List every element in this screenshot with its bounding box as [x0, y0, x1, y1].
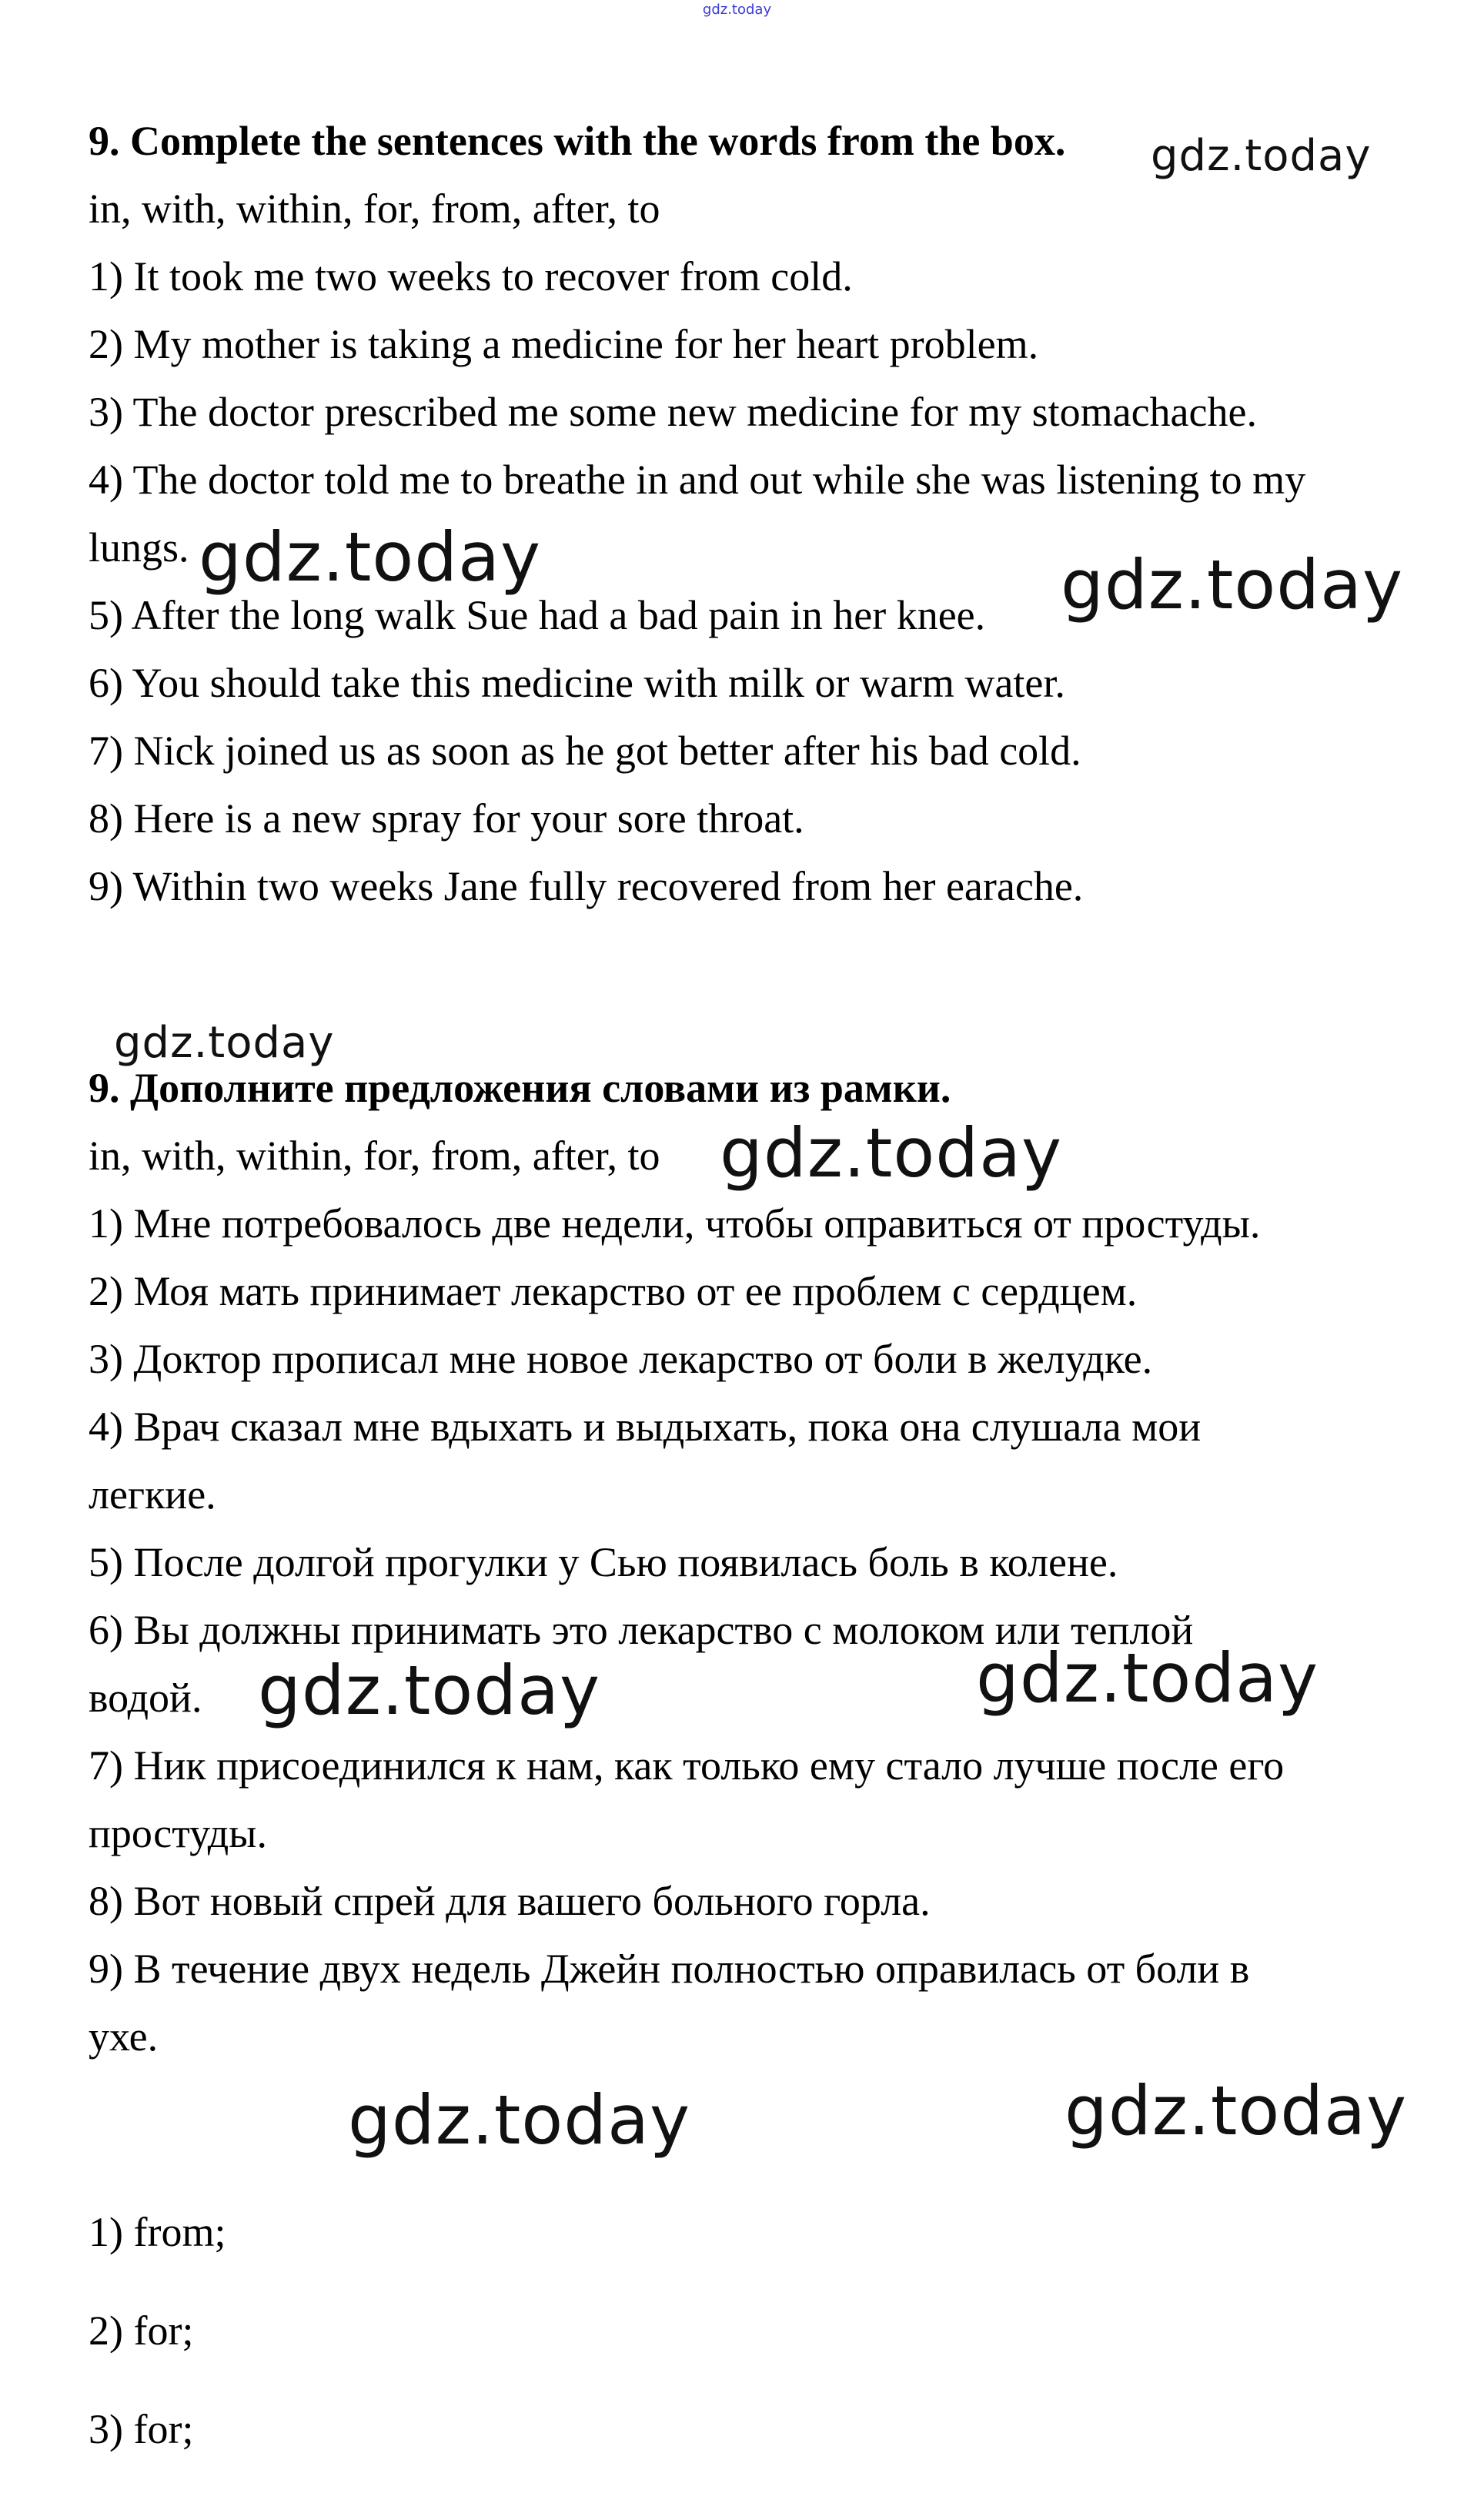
sentence-ru-7: 7) Ник присоединился к нам, как только ему стало лучше после его	[89, 1742, 1285, 1789]
sentence-ru-1: 1) Мне потребовалось две недели, чтобы оправиться от простуды.	[89, 1200, 1261, 1247]
answer-1: 1) from;	[89, 2209, 226, 2255]
watermark: gdz.today	[720, 1113, 1063, 1193]
sentence-en-4-cont: lungs.	[89, 524, 189, 571]
watermark: gdz.today	[348, 2080, 691, 2160]
sentence-ru-6-cont: водой.	[89, 1675, 202, 1721]
sentence-ru-3: 3) Доктор прописал мне новое лекарство от боли в желудке.	[89, 1336, 1153, 1382]
sentence-en-6: 6) You should take this medicine with milk or warm water.	[89, 660, 1065, 706]
word-box-ru: in, with, within, for, from, after, to	[89, 1133, 660, 1179]
sentence-ru-6: 6) Вы должны принимать это лекарство с молоком или теплой	[89, 1607, 1194, 1653]
sentence-ru-2: 2) Моя мать принимает лекарство от ее проблем с сердцем.	[89, 1268, 1138, 1314]
watermark: gdz.today	[1151, 131, 1372, 181]
sentence-en-3: 3) The doctor prescribed me some new medicine for my stomachache.	[89, 389, 1257, 435]
exercise-title-en: 9. Complete the sentences with the words from the box.	[89, 118, 1066, 164]
watermark: gdz.today	[976, 1638, 1319, 1718]
exercise-title-ru: 9. Дополните предложения словами из рамки.	[89, 1065, 951, 1111]
sentence-ru-9-cont: ухе.	[89, 2013, 159, 2060]
sentence-en-1: 1) It took me two weeks to recover from cold.	[89, 253, 853, 300]
sentence-en-2: 2) My mother is taking a medicine for her heart problem.	[89, 321, 1039, 367]
sentence-ru-8: 8) Вот новый спрей для вашего больного горла.	[89, 1878, 931, 1924]
watermark: gdz.today	[199, 517, 542, 597]
sentence-ru-9: 9) В течение двух недель Джейн полностью оправилась от боли в	[89, 1946, 1250, 1992]
answer-3: 3) for;	[89, 2406, 194, 2452]
sentence-en-8: 8) Here is a new spray for your sore throat.	[89, 795, 804, 842]
watermark: gdz.today	[114, 1018, 335, 1068]
sentence-ru-7-cont: простуды.	[89, 1810, 267, 1856]
site-mark: gdz.today	[702, 2, 772, 18]
answer-2: 2) for;	[89, 2307, 194, 2354]
sentence-en-4: 4) The doctor told me to breathe in and out while she was listening to my	[89, 457, 1306, 503]
word-box-en: in, with, within, for, from, after, to	[89, 186, 660, 232]
sentence-ru-5: 5) После долгой прогулки у Сью появилась боль в колене.	[89, 1539, 1118, 1585]
sentence-ru-4-cont: легкие.	[89, 1471, 216, 1518]
watermark: gdz.today	[258, 1651, 601, 1730]
sentence-en-9: 9) Within two weeks Jane fully recovered from her earache.	[89, 863, 1084, 909]
sentence-en-5: 5) After the long walk Sue had a bad pain in her knee.	[89, 592, 986, 638]
sentence-ru-4: 4) Врач сказал мне вдыхать и выдыхать, пока она слушала мои	[89, 1404, 1202, 1450]
sentence-en-7: 7) Nick joined us as soon as he got better after his bad cold.	[89, 728, 1081, 774]
watermark: gdz.today	[1061, 545, 1404, 624]
watermark: gdz.today	[1065, 2071, 1408, 2150]
